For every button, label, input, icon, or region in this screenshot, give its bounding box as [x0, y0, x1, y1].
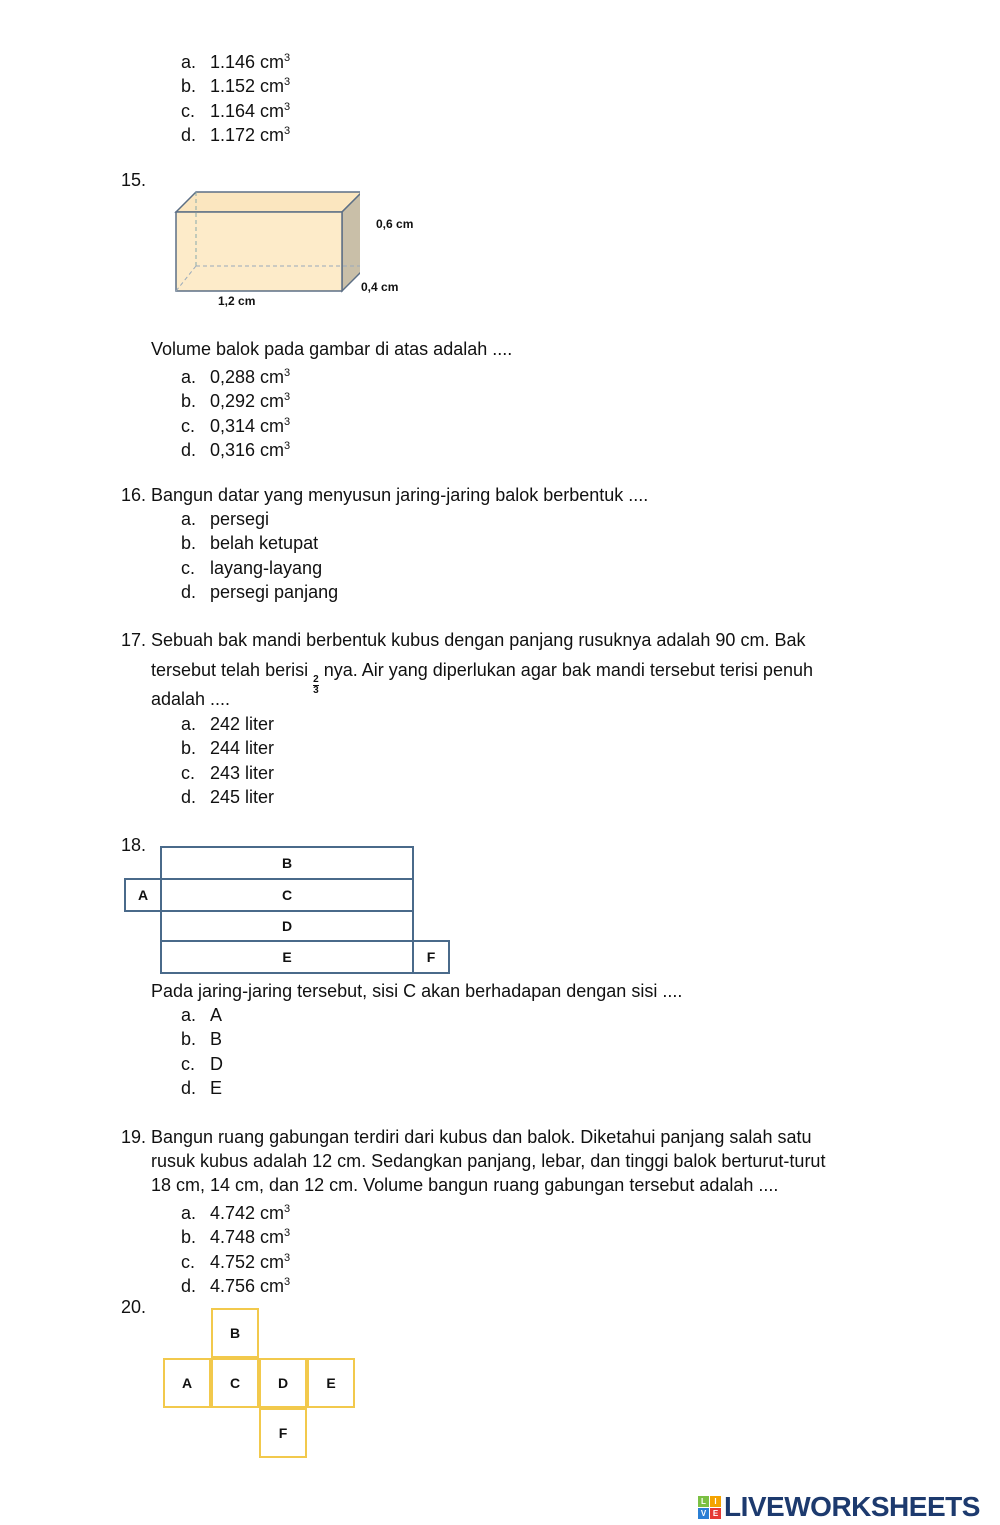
- option-letter: d.: [181, 439, 197, 460]
- option-value: 4.748 cm: [210, 1227, 285, 1248]
- option-value: 1.146 cm: [210, 52, 285, 72]
- option-value: A: [210, 1005, 223, 1025]
- option-letter: d.: [181, 124, 197, 145]
- option-value: belah ketupat: [210, 533, 319, 554]
- logo-tiles: [698, 1496, 721, 1519]
- q18-number: 18.: [121, 835, 147, 855]
- net-face-d: D: [160, 910, 414, 942]
- option-letter: b.: [181, 76, 197, 97]
- q14-option[interactable]: [181, 47, 290, 73]
- option-value: 0,292 cm: [210, 391, 285, 412]
- q18-option[interactable]: [181, 1004, 222, 1026]
- q14-option[interactable]: [181, 96, 290, 122]
- option-letter: a.: [181, 1005, 197, 1025]
- q19-line3: 18 cm, 14 cm, dan 12 cm. Volume bangun ruang gabungan tersebut adalah ....: [151, 1175, 779, 1195]
- q17-line2b: nya. Air yang diperlukan agar bak mandi tersebut terisi penuh: [323, 660, 813, 680]
- net-face-a: A: [124, 878, 162, 912]
- height-label: 0,6 cm: [376, 217, 414, 231]
- option-value: B: [210, 1029, 223, 1050]
- exponent: 3: [284, 124, 291, 137]
- q15-question: Volume balok pada gambar di atas adalah ....: [151, 339, 513, 359]
- fraction-numerator: 2: [313, 674, 319, 685]
- option-value: 4.756 cm: [210, 1275, 285, 1296]
- q15-option[interactable]: [181, 362, 290, 388]
- q16-number: 16.: [121, 485, 147, 505]
- option-letter: d.: [181, 786, 197, 807]
- option-value: 243 liter: [210, 762, 275, 783]
- option-letter: b.: [181, 738, 197, 759]
- q14-option[interactable]: [181, 120, 290, 146]
- logo-tile: E: [710, 1508, 721, 1519]
- q18-option[interactable]: [181, 1028, 222, 1050]
- q19-option[interactable]: [181, 1222, 290, 1248]
- option-letter: a.: [181, 367, 197, 387]
- q15-option[interactable]: [181, 411, 290, 437]
- q17-line1: Sebuah bak mandi berbentuk kubus dengan panjang rusuknya adalah 90 cm. Bak: [151, 630, 806, 650]
- option-value: 4.742 cm: [210, 1203, 285, 1223]
- liveworksheets-logo[interactable]: [698, 1491, 980, 1523]
- option-letter: b.: [181, 391, 197, 412]
- cube-net-face-c: C: [211, 1358, 259, 1408]
- cuboid-figure: [170, 186, 360, 303]
- q19-number: 19.: [121, 1127, 147, 1147]
- cube-net-face-a: A: [163, 1358, 211, 1408]
- q17-option[interactable]: [181, 713, 274, 735]
- exponent: 3: [284, 52, 291, 64]
- option-letter: b.: [181, 1029, 197, 1050]
- length-label: 1,2 cm: [218, 294, 256, 308]
- option-value: 0,316 cm: [210, 439, 285, 460]
- cube-net-face-b: B: [211, 1308, 259, 1358]
- q16-option[interactable]: [181, 532, 318, 554]
- q19-line1: Bangun ruang gabungan terdiri dari kubus dan balok. Diketahui panjang salah satu: [151, 1127, 812, 1147]
- option-letter: c.: [181, 1251, 196, 1272]
- option-letter: b.: [181, 1227, 197, 1248]
- cube-net-face-e: E: [307, 1358, 355, 1408]
- cube-net-face-d: D: [259, 1358, 307, 1408]
- option-value: persegi: [210, 509, 270, 529]
- logo-tile: L: [698, 1496, 709, 1507]
- option-value: 4.752 cm: [210, 1251, 285, 1272]
- net-face-c: C: [160, 878, 414, 912]
- logo-tile: V: [698, 1508, 709, 1519]
- option-letter: a.: [181, 52, 197, 72]
- net-face-b: B: [160, 846, 414, 880]
- exponent: 3: [284, 1275, 291, 1288]
- exponent: 3: [284, 76, 291, 89]
- option-letter: c.: [181, 762, 196, 783]
- fraction-denominator: 3: [313, 685, 319, 696]
- exponent: 3: [284, 1203, 291, 1215]
- net-face-e: E: [160, 940, 414, 974]
- q17-number: 17.: [121, 630, 147, 650]
- option-letter: a.: [181, 1203, 197, 1223]
- q17-line2: [151, 659, 813, 696]
- q18-question: Pada jaring-jaring tersebut, sisi C akan berhadapan dengan sisi ....: [151, 981, 683, 1001]
- q17-option[interactable]: [181, 762, 274, 784]
- q15-number: 15.: [121, 170, 147, 190]
- q19-option[interactable]: [181, 1271, 290, 1297]
- exponent: 3: [284, 391, 291, 404]
- option-value: 242 liter: [210, 714, 275, 734]
- option-value: layang-layang: [210, 557, 323, 578]
- option-value: 1.164 cm: [210, 100, 285, 121]
- q17-option[interactable]: [181, 786, 274, 808]
- q17-line2a: tersebut telah berisi: [151, 660, 309, 680]
- option-letter: a.: [181, 509, 197, 529]
- option-letter: d.: [181, 1077, 197, 1098]
- exponent: 3: [284, 1251, 291, 1264]
- exponent: 3: [284, 100, 291, 113]
- q17-line3: adalah ....: [151, 689, 231, 709]
- q16-question: Bangun datar yang menyusun jaring-jaring balok berbentuk ....: [151, 485, 649, 505]
- option-letter: d.: [181, 1275, 197, 1296]
- q18-option[interactable]: [181, 1053, 223, 1075]
- net-face-f: F: [412, 940, 450, 974]
- option-value: 0,314 cm: [210, 415, 285, 436]
- q20-number: 20.: [121, 1297, 147, 1317]
- option-value: D: [210, 1053, 223, 1074]
- exponent: 3: [284, 415, 291, 428]
- width-label: 0,4 cm: [361, 280, 399, 294]
- q15-option[interactable]: [181, 386, 290, 412]
- exponent: 3: [284, 439, 291, 452]
- q15-option[interactable]: [181, 435, 290, 461]
- q18-option[interactable]: [181, 1077, 222, 1099]
- q19-line2: rusuk kubus adalah 12 cm. Sedangkan panjang, lebar, dan tinggi balok berturut-turut: [151, 1151, 826, 1171]
- exponent: 3: [284, 1227, 291, 1240]
- option-value: E: [210, 1077, 223, 1098]
- cube-net-face-f: F: [259, 1408, 307, 1458]
- option-letter: a.: [181, 714, 197, 734]
- option-letter: c.: [181, 100, 196, 121]
- option-value: 245 liter: [210, 786, 275, 807]
- option-letter: b.: [181, 533, 197, 554]
- fraction: [313, 675, 319, 696]
- q19-option[interactable]: [181, 1198, 290, 1224]
- option-value: 1.172 cm: [210, 124, 285, 145]
- option-letter: c.: [181, 415, 196, 436]
- option-letter: d.: [181, 581, 197, 602]
- q19-option[interactable]: [181, 1247, 290, 1273]
- option-value: 1.152 cm: [210, 76, 285, 97]
- option-value: 0,288 cm: [210, 367, 285, 387]
- option-letter: c.: [181, 1053, 196, 1074]
- logo-tile: I: [710, 1496, 721, 1507]
- q16-option[interactable]: [181, 508, 269, 530]
- q17-option[interactable]: [181, 737, 274, 759]
- q14-option[interactable]: [181, 71, 290, 97]
- option-value: persegi panjang: [210, 581, 339, 602]
- option-value: 244 liter: [210, 738, 275, 759]
- logo-text: LIVEWORKSHEETS: [724, 1491, 980, 1522]
- exponent: 3: [284, 367, 291, 379]
- option-letter: c.: [181, 557, 196, 578]
- q16-option[interactable]: [181, 557, 322, 579]
- q16-option[interactable]: [181, 581, 338, 603]
